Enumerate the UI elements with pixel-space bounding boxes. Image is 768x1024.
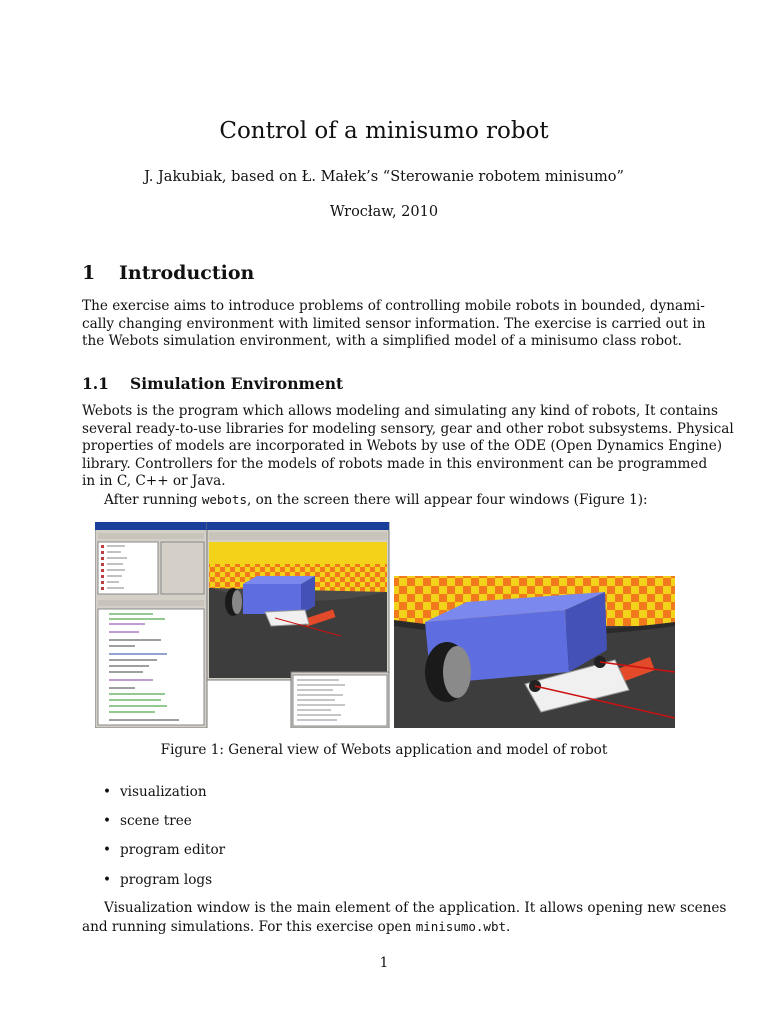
- subsection-title: Simulation Environment: [130, 374, 344, 393]
- section-heading-introduction: [82, 262, 254, 284]
- list-item: • program logs: [103, 872, 213, 888]
- inline-code-webots: webots: [201, 491, 247, 507]
- section-title: Introduction: [119, 262, 255, 284]
- subsection-number: 1.1: [82, 374, 109, 393]
- figure-caption: Figure 1: General view of Webots application and model of robot: [160, 742, 608, 758]
- closing-paragraph: [82, 900, 727, 936]
- list-item: • scene tree: [103, 813, 192, 829]
- paragraph-line: several ready-to-use libraries for modeling sensory, gear and other robot subsystems. Physical: [82, 420, 734, 437]
- inline-code-filename: minisumo.wbt: [415, 918, 506, 934]
- webots-paragraph: [82, 403, 734, 510]
- bullet-icon: •: [103, 872, 112, 888]
- paragraph-line: Webots is the program which allows modeling and simulating any kind of robots, It contains: [82, 403, 718, 419]
- intro-paragraph: [82, 298, 706, 351]
- document-date: Wrocław, 2010: [329, 204, 439, 220]
- subsection-heading-simulation-environment: [82, 374, 343, 393]
- page-number: 1: [379, 955, 389, 971]
- webots-app-window: [95, 522, 207, 728]
- paragraph-line-after-running: After running webots, on the screen there will appear four windows (Figure 1):: [104, 491, 648, 508]
- document-author: J. Jakubiak, based on Ł. Małek’s “Sterowanie robotem minisumo”: [144, 169, 624, 185]
- list-item: • program editor: [103, 842, 226, 858]
- document-title: Control of a minisumo robot: [219, 118, 549, 144]
- list-item: • visualization: [103, 784, 207, 800]
- webots-log-window: [291, 672, 389, 728]
- paragraph-line: in in C, C++ or Java.: [82, 473, 226, 490]
- figure-webots-screenshot: [95, 522, 675, 728]
- paragraph-line: properties of models are incorporated in Webots by use of the ODE (Open Dynamics Engine): [82, 438, 723, 455]
- minisumo-robot-model: [394, 576, 675, 728]
- paragraph-line: Visualization window is the main element of the application. It allows opening new scenes: [104, 900, 727, 916]
- bullet-icon: •: [103, 813, 112, 829]
- paragraph-line: library. Controllers for the models of robots made in this environment can be programmed: [82, 455, 708, 472]
- paragraph-line: and running simulations. For this exercise open minisumo.wbt.: [82, 918, 511, 935]
- paragraph-line: the Webots simulation environment, with a simplified model of a minisumo class robot.: [82, 333, 682, 350]
- paragraph-line: The exercise aims to introduce problems of controlling mobile robots in bounded, dynami-: [82, 298, 705, 314]
- webots-visualization-window: [207, 522, 389, 680]
- bullet-icon: •: [103, 784, 112, 800]
- section-number: 1: [82, 262, 96, 284]
- bullet-icon: •: [103, 842, 112, 858]
- paragraph-line: cally changing environment with limited sensor information. The exercise is carried out in: [82, 315, 706, 332]
